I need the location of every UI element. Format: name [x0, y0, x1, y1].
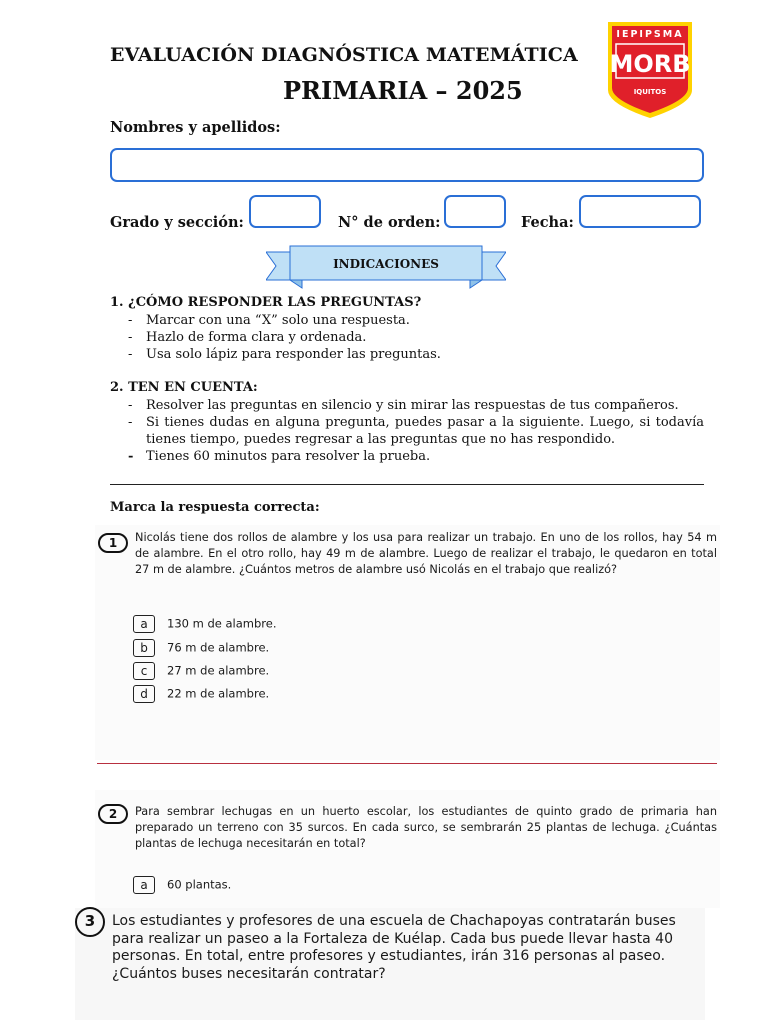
question-2-number: 2 — [98, 804, 128, 824]
exam-subtitle: PRIMARIA – 2025 — [283, 76, 523, 105]
indications-title: INDICACIONES — [333, 257, 439, 271]
question-1-number: 1 — [98, 533, 128, 553]
list-item: - Si tienes dudas en alguna pregunta, puedes pasar a la siguiente. Luego, si todavía tienes tiempo, puedes regresar a las preguntas que no has respondido. — [128, 415, 704, 447]
q1-option-c[interactable]: c 27 m de alambre. — [133, 662, 269, 680]
name-field[interactable] — [110, 148, 704, 182]
list-item: - Hazlo de forma clara y ordenada. — [128, 330, 367, 345]
logo-top-text: IEPIPSMA — [616, 29, 684, 40]
q1-option-b[interactable]: b 76 m de alambre. — [133, 639, 269, 657]
divider-line — [110, 484, 704, 485]
section2-list — [128, 397, 704, 465]
date-label: Fecha: — [521, 214, 574, 231]
order-field[interactable] — [444, 195, 506, 228]
section2-heading: 2. TEN EN CUENTA: — [110, 380, 258, 395]
instruction-text: Marca la respuesta correcta: — [110, 500, 320, 515]
list-item: - Resolver las preguntas en silencio y sin mirar las respuestas de tus compañeros. — [128, 398, 679, 413]
school-logo — [604, 20, 696, 120]
name-label: Nombres y apellidos: — [110, 119, 281, 136]
logo-bottom-text: IQUITOS — [633, 88, 667, 96]
q2-option-a[interactable]: a 60 plantas. — [133, 876, 231, 894]
indications-banner — [266, 244, 506, 292]
section1-heading: 1. ¿CÓMO RESPONDER LAS PREGUNTAS? — [110, 295, 422, 310]
question-2-text: Para sembrar lechugas en un huerto escolar, los estudiantes de quinto grado de primaria han preparado un terreno con 35 surcos. En cada surco, se sembrarán 25 plantas de lechuga. ¿Cuántas plantas de lechuga necesitarán en total? — [135, 805, 717, 850]
q1-option-d[interactable]: d 22 m de alambre. — [133, 685, 269, 703]
question-separator — [97, 763, 717, 764]
date-field[interactable] — [579, 195, 701, 228]
list-item: - Usa solo lápiz para responder las preguntas. — [128, 347, 441, 362]
exam-title: EVALUACIÓN DIAGNÓSTICA MATEMÁTICA — [110, 44, 578, 66]
grade-field[interactable] — [249, 195, 321, 228]
order-label: N° de orden: — [338, 214, 441, 231]
question-3-text: Los estudiantes y profesores de una escuela de Chachapoyas contratarán buses para realizar un paseo a la Fortaleza de Kuélap. Cada bus puede llevar hasta 40 personas. En total, entre profesores y estudiantes, irán 316 personas al paseo. ¿Cuántos buses necesitarán contratar? — [112, 913, 676, 982]
q1-option-a[interactable]: a 130 m de alambre. — [133, 615, 277, 633]
question-3-number: 3 — [75, 907, 105, 937]
question-1-text: Nicolás tiene dos rollos de alambre y los usa para realizar un trabajo. En uno de los rollos, hay 54 m de alambre. En el otro rollo, hay 49 m de alambre. Luego de realizar el trabajo, le quedaron en total 27 m de alambre. ¿Cuántos metros de alambre usó Nicolás en el trabajo que realizó? — [135, 531, 717, 576]
logo-main-text: MORB — [609, 50, 691, 78]
list-item: - Marcar con una “X” solo una respuesta. — [128, 313, 410, 328]
list-item: - Tienes 60 minutos para resolver la prueba. — [128, 449, 431, 464]
grade-label: Grado y sección: — [110, 214, 244, 231]
section1-list — [128, 312, 708, 363]
